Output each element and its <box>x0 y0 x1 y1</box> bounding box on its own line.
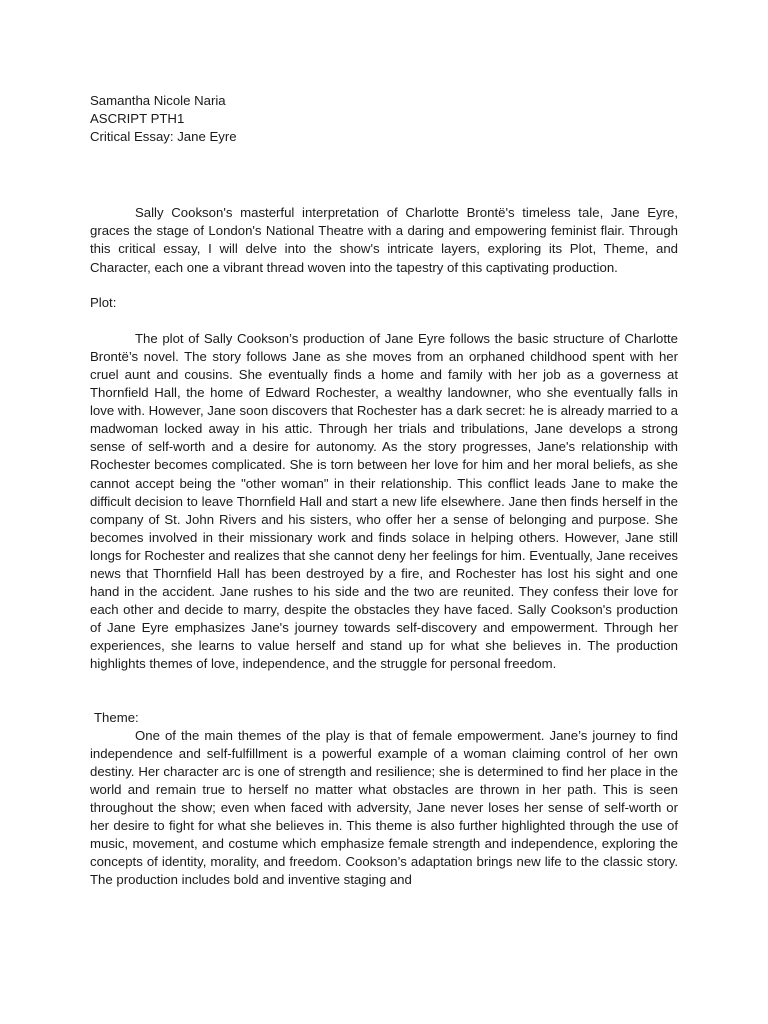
theme-heading: Theme: <box>94 709 139 725</box>
theme-paragraph: One of the main themes of the play is that of female empowerment. Jane’s journey to find independence and self-fulfillment is a powerful example of a woman claiming control of her own destiny. Her character arc is one of strength and resilience; she is determined to find her place in the world and remain true to herself no matter what obstacles are thrown in her path. This is seen throughout the show; even when faced with adversity, Jane never loses her sense of self-worth or her desire to fight for what she believes in. This theme is also further highlighted through the use of music, movement, and costume which emphasize female strength and independence, exploring the concepts of identity, morality, and freedom. Cookson’s adaptation brings new life to the classic story. The production includes bold and inventive staging and <box>90 727 678 888</box>
essay-title: Critical Essay: Jane Eyre <box>90 129 237 145</box>
course-code: ASCRIPT PTH1 <box>90 111 185 127</box>
plot-paragraph: The plot of Sally Cookson’s production of Jane Eyre follows the basic structure of Charlotte Brontë’s novel. The story follows Jane as she moves from an orphaned childhood spent with her cruel aunt and cousins. She eventually finds a home and family with her job as a governess at Thornfield Hall, the home of Edward Rochester, a wealthy landowner, who she eventually falls in love with. However, Jane soon discovers that Rochester has a dark secret: he is already married to a madwoman locked away in his attic. Through her trials and tribulations, Jane develops a strong sense of self-worth and a desire for autonomy. As the story progresses, Jane's relationship with Rochester becomes complicated. She is torn between her love for him and her moral beliefs, as she cannot accept being the "other woman" in their relationship. This conflict leads Jane to make the difficult decision to leave Thornfield Hall and start a new life elsewhere. Jane then finds herself in the company of St. John Rivers and his sisters, who offer her a sense of belonging and purpose. She becomes involved in their missionary work and finds solace in helping others. However, Jane still longs for Rochester and realizes that she cannot deny her feelings for him. Eventually, Jane receives news that Thornfield Hall has been destroyed by a fire, and Rochester has lost his sight and one hand in the accident. Jane rushes to his side and the two are reunited. They confess their love for each other and decide to marry, despite the obstacles they have faced. Sally Cookson's production of Jane Eyre emphasizes Jane's journey towards self-discovery and empowerment. Through her experiences, she learns to value herself and stand up for what she believes in. The production highlights themes of love, independence, and the struggle for personal freedom. <box>90 330 678 672</box>
intro-paragraph: Sally Cookson's masterful interpretation of Charlotte Brontë's timeless tale, Jane Eyre, graces the stage of London's National Theatre with a daring and empowering feminist flair. Through this critical essay, I will delve into the show's intricate layers, exploring its Plot, Theme, and Character, each one a vibrant thread woven into the tapestry of this captivating production. <box>90 205 678 275</box>
essay-page <box>90 92 678 889</box>
plot-heading: Plot: <box>90 294 117 310</box>
author-name: Samantha Nicole Naria <box>90 93 226 108</box>
